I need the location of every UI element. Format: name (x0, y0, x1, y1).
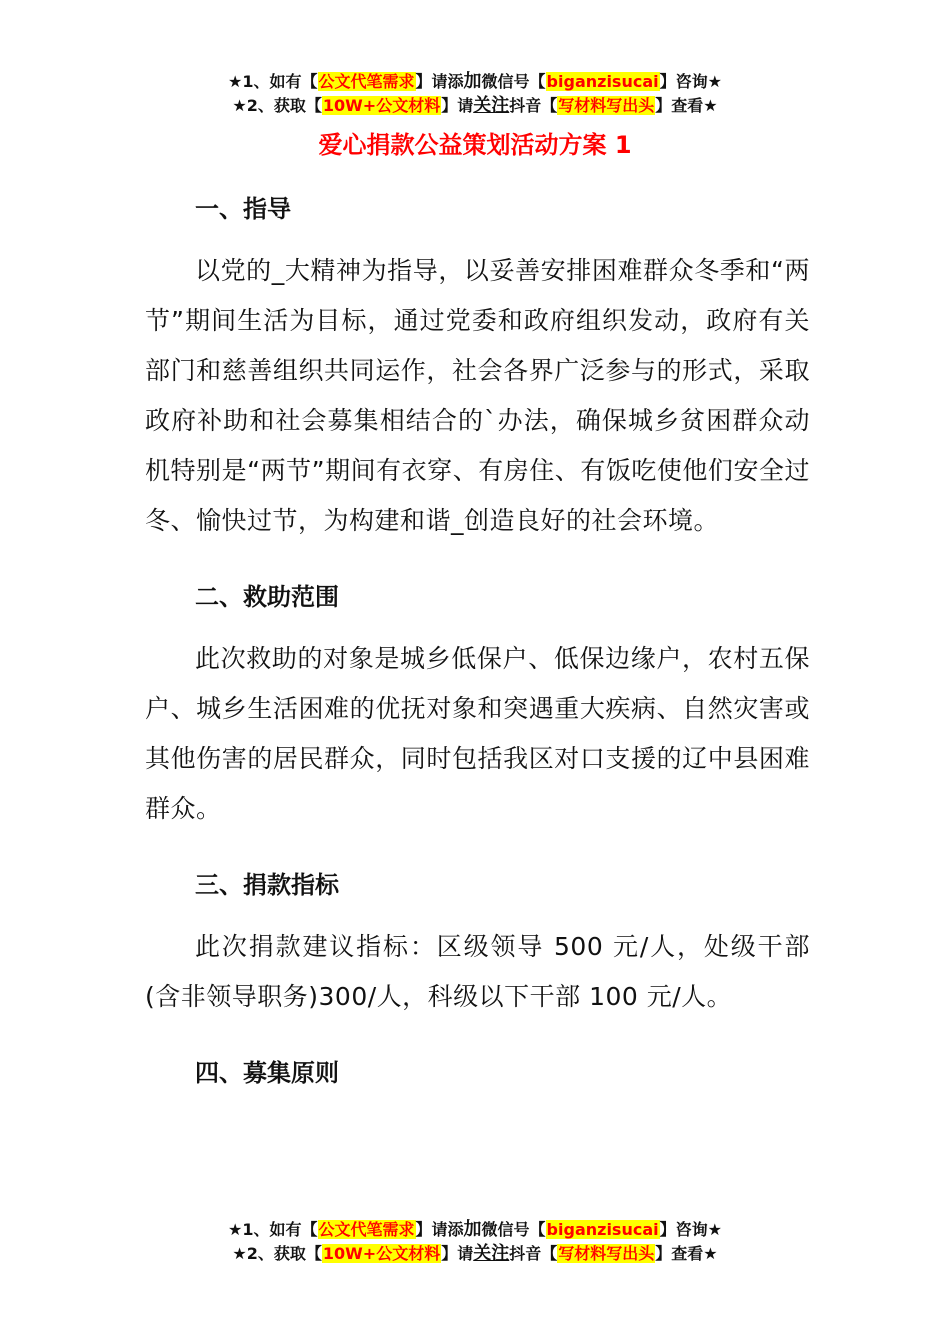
section-heading-scope: 二、救助范围 (195, 583, 339, 611)
highlight-wechat-id: biganzisucai (546, 72, 659, 91)
highlight-writing-service-bottom: 公文代笔需求 (318, 1220, 415, 1239)
highlight-douyin-account: 写材料写出头 (558, 96, 655, 115)
section-heading-guidance: 一、指导 (195, 195, 291, 223)
promo-banner-top (0, 70, 950, 118)
highlight-writing-service: 公文代笔需求 (318, 72, 415, 91)
section-text-targets: 此次捐款建议指标：区级领导 500 元/人，处级干部(含非领导职务)300/人，科级以下干部 100 元/人。 (145, 932, 810, 1011)
document-title: 爱心捐款公益策划活动方案 1 (318, 131, 632, 159)
section-heading-targets: 三、捐款指标 (195, 871, 339, 899)
section-text-scope: 此次救助的对象是城乡低保户、低保边缘户，农村五保户、城乡生活困难的优抚对象和突遇重大疾病、自然灾害或其他伤害的居民群众，同时包括我区对口支援的辽中县困难群众。 (145, 644, 810, 823)
promo-line-1: ★1、如有【公文代笔需求】请添加微信号【biganzisucai】咨询★ (228, 71, 722, 92)
highlight-materials-bottom: 10W+公文材料 (322, 1244, 441, 1263)
section-text-guidance: 以党的_大精神为指导，以妥善安排困难群众冬季和“两节”期间生活为目标，通过党委和政府组织发动，政府有关部门和慈善组织共同运作，社会各界广泛参与的形式，采取政府补助和社会募集相结合的`办法，确保城乡贫困群众动机特别是“两节”期间有衣穿、有房住、有饭吃使他们安全过冬、愉快过节，为构建和谐_创造良好的社会环境。 (145, 256, 810, 535)
promo-line-2-bottom: ★2、获取【10W+公文材料】请关注抖音【写材料写出头】查看★ (232, 1243, 718, 1264)
document-body (145, 192, 810, 1090)
promo-line-2: ★2、获取【10W+公文材料】请关注抖音【写材料写出头】查看★ (232, 95, 718, 116)
highlight-materials: 10W+公文材料 (322, 96, 441, 115)
highlight-douyin-account-bottom: 写材料写出头 (558, 1244, 655, 1263)
section-heading-principles: 四、募集原则 (195, 1059, 339, 1087)
promo-line-1-bottom: ★1、如有【公文代笔需求】请添加微信号【biganzisucai】咨询★ (228, 1219, 722, 1240)
highlight-wechat-id-bottom: biganzisucai (546, 1220, 659, 1239)
promo-banner-bottom (0, 1218, 950, 1266)
